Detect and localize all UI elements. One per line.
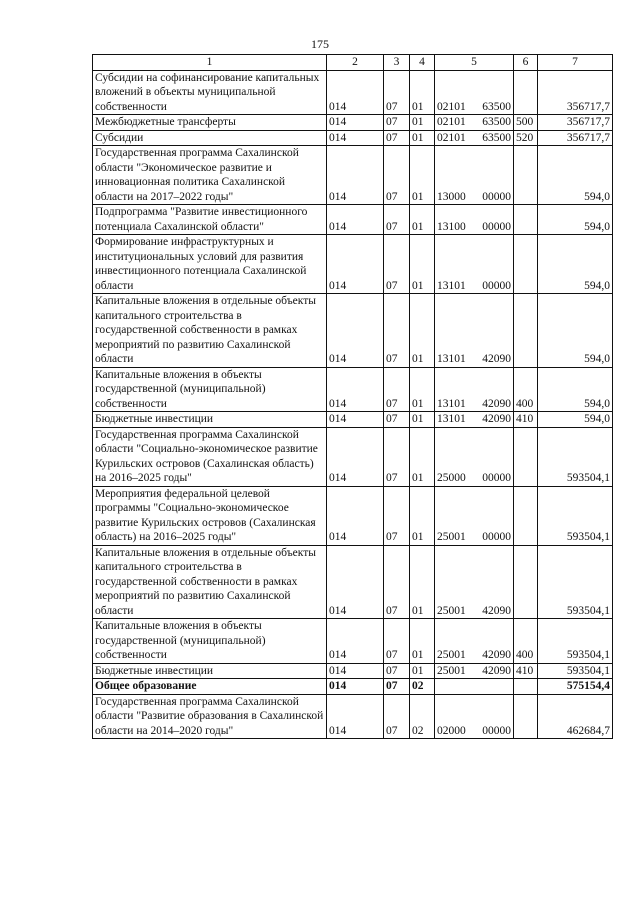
column-header: 6: [514, 55, 538, 71]
cell-expense-type-code: [514, 70, 538, 115]
cell-target-code: [435, 115, 514, 131]
cell-target-code: [435, 679, 514, 695]
target-code-direction: 00000: [482, 531, 511, 543]
table-row: [93, 663, 613, 679]
cell-amount: 356717,7: [538, 115, 613, 131]
row-name: Субсидии: [93, 130, 327, 146]
table-row: [93, 205, 613, 235]
target-code-direction: 42090: [482, 664, 511, 677]
table-row: [93, 619, 613, 664]
target-code-direction: 42090: [482, 397, 511, 410]
cell-ministry-code: 014: [327, 294, 384, 368]
cell-section-code: 07: [384, 663, 410, 679]
cell-target-code: [435, 235, 514, 294]
cell-ministry-code: 014: [327, 486, 384, 545]
cell-ministry-code: 014: [327, 679, 384, 695]
cell-section-code: 07: [384, 545, 410, 619]
column-header: 5: [435, 55, 514, 71]
page-number: 175: [311, 37, 329, 51]
table-row: [93, 427, 613, 486]
cell-amount: 462684,7: [538, 694, 613, 739]
cell-section-code: 07: [384, 235, 410, 294]
target-code-direction: 00000: [482, 724, 511, 737]
cell-section-code: 07: [384, 619, 410, 664]
cell-amount: 594,0: [538, 367, 613, 412]
target-code-program: 02101: [437, 131, 466, 144]
cell-section-code: 07: [384, 294, 410, 368]
cell-subsection-code: 01: [410, 115, 435, 131]
cell-section-code: 07: [384, 367, 410, 412]
target-code-program: 02000: [437, 724, 466, 737]
cell-amount: 594,0: [538, 205, 613, 235]
target-code-program: 13101: [437, 397, 466, 410]
cell-target-code: [435, 619, 514, 664]
cell-ministry-code: 014: [327, 70, 384, 115]
table-row: [93, 694, 613, 739]
cell-ministry-code: 014: [327, 663, 384, 679]
cell-expense-type-code: [514, 486, 538, 545]
table-body: [93, 70, 613, 739]
cell-amount: 593504,1: [538, 427, 613, 486]
row-name: Мероприятия федеральной целевой программы "Социально-экономическое развитие Курильских островов (Сахалинская область) на 2016–2025 годы": [93, 486, 327, 545]
target-code-direction: 42090: [482, 413, 511, 425]
cell-subsection-code: 01: [410, 235, 435, 294]
column-header: 3: [384, 55, 410, 71]
cell-ministry-code: 014: [327, 235, 384, 294]
cell-subsection-code: 01: [410, 294, 435, 368]
row-name: Межбюджетные трансферты: [93, 115, 327, 131]
cell-section-code: 07: [384, 412, 410, 428]
cell-subsection-code: 01: [410, 70, 435, 115]
cell-amount: 594,0: [538, 146, 613, 205]
cell-expense-type-code: [514, 146, 538, 205]
column-header: 4: [410, 55, 435, 71]
cell-expense-type-code: [514, 694, 538, 739]
cell-expense-type-code: [514, 205, 538, 235]
table-row: [93, 146, 613, 205]
cell-section-code: 07: [384, 679, 410, 695]
row-name: Общее образование: [93, 679, 327, 695]
cell-expense-type-code: 410: [514, 663, 538, 679]
table-row: [93, 70, 613, 115]
cell-ministry-code: 014: [327, 130, 384, 146]
cell-subsection-code: 01: [410, 663, 435, 679]
cell-amount: 575154,4: [538, 679, 613, 695]
cell-subsection-code: 02: [410, 694, 435, 739]
table-header-row: [93, 55, 613, 71]
target-code-direction: 63500: [482, 116, 511, 128]
row-name: Государственная программа Сахалинской области "Социально-экономическое развитие Курильских островов (Сахалинская область) на 2016–2025 годы": [93, 427, 327, 486]
table-row: [93, 115, 613, 131]
cell-subsection-code: 01: [410, 130, 435, 146]
cell-target-code: [435, 486, 514, 545]
cell-amount: 594,0: [538, 294, 613, 368]
cell-section-code: 07: [384, 130, 410, 146]
cell-target-code: [435, 412, 514, 428]
cell-expense-type-code: 400: [514, 367, 538, 412]
cell-expense-type-code: 410: [514, 412, 538, 428]
cell-amount: 593504,1: [538, 619, 613, 664]
cell-subsection-code: 01: [410, 545, 435, 619]
target-code-program: 13101: [437, 279, 466, 292]
target-code-program: 02101: [437, 116, 466, 128]
target-code-direction: 63500: [482, 100, 511, 113]
cell-target-code: [435, 367, 514, 412]
cell-section-code: 07: [384, 115, 410, 131]
cell-amount: 356717,7: [538, 130, 613, 146]
target-code-program: 25001: [437, 604, 466, 617]
row-name: Капитальные вложения в отдельные объекты капитального строительства в государственной собственности в рамках мероприятий по развитию Сахалинской области: [93, 294, 327, 368]
target-code-direction: 42090: [482, 353, 511, 365]
cell-expense-type-code: [514, 679, 538, 695]
cell-ministry-code: 014: [327, 412, 384, 428]
table-row: [93, 412, 613, 428]
budget-table: [92, 54, 613, 739]
cell-amount: 356717,7: [538, 70, 613, 115]
cell-section-code: 07: [384, 70, 410, 115]
cell-ministry-code: 014: [327, 146, 384, 205]
cell-target-code: [435, 545, 514, 619]
cell-expense-type-code: 400: [514, 619, 538, 664]
cell-amount: 594,0: [538, 412, 613, 428]
cell-ministry-code: 014: [327, 205, 384, 235]
target-code-program: 13100: [437, 220, 466, 233]
cell-target-code: [435, 130, 514, 146]
target-code-program: 02101: [437, 100, 466, 113]
cell-target-code: [435, 205, 514, 235]
cell-ministry-code: 014: [327, 619, 384, 664]
cell-section-code: 07: [384, 146, 410, 205]
target-code-program: 13101: [437, 413, 466, 425]
column-header: 2: [327, 55, 384, 71]
row-name: Государственная программа Сахалинской области "Экономическое развитие и инновационная политика Сахалинской области на 2017–2022 годы": [93, 146, 327, 205]
cell-subsection-code: 02: [410, 679, 435, 695]
cell-ministry-code: 014: [327, 545, 384, 619]
target-code-direction: 00000: [482, 220, 511, 233]
cell-expense-type-code: 520: [514, 130, 538, 146]
cell-amount: 593504,1: [538, 545, 613, 619]
row-name: Субсидии на софинансирование капитальных вложений в объекты муниципальной собственности: [93, 70, 327, 115]
target-code-program: 25001: [437, 531, 466, 543]
cell-subsection-code: 01: [410, 367, 435, 412]
cell-subsection-code: 01: [410, 205, 435, 235]
cell-target-code: [435, 427, 514, 486]
target-code-program: 13101: [437, 353, 466, 365]
column-header: 7: [538, 55, 613, 71]
cell-section-code: 07: [384, 427, 410, 486]
row-name: Капитальные вложения в объекты государственной (муниципальной) собственности: [93, 619, 327, 664]
cell-subsection-code: 01: [410, 486, 435, 545]
target-code-program: 25000: [437, 472, 466, 484]
table-row: [93, 235, 613, 294]
target-code-direction: 42090: [482, 649, 511, 661]
cell-target-code: [435, 294, 514, 368]
target-code-program: 25001: [437, 664, 466, 677]
table-row: [93, 545, 613, 619]
row-name: Капитальные вложения в отдельные объекты капитального строительства в государственной собственности в рамках мероприятий по развитию Сахалинской области: [93, 545, 327, 619]
table-row: [93, 130, 613, 146]
cell-expense-type-code: [514, 427, 538, 486]
cell-ministry-code: 014: [327, 115, 384, 131]
target-code-direction: 00000: [482, 279, 511, 292]
cell-section-code: 07: [384, 694, 410, 739]
cell-subsection-code: 01: [410, 412, 435, 428]
cell-ministry-code: 014: [327, 694, 384, 739]
cell-expense-type-code: [514, 294, 538, 368]
cell-target-code: [435, 694, 514, 739]
cell-target-code: [435, 70, 514, 115]
row-name: Бюджетные инвестиции: [93, 663, 327, 679]
cell-amount: 594,0: [538, 235, 613, 294]
cell-section-code: 07: [384, 486, 410, 545]
target-code-program: 13000: [437, 190, 466, 203]
target-code-program: 25001: [437, 649, 466, 661]
cell-subsection-code: 01: [410, 146, 435, 205]
row-name: Бюджетные инвестиции: [93, 412, 327, 428]
table-row: [93, 294, 613, 368]
table-row: [93, 367, 613, 412]
cell-expense-type-code: [514, 545, 538, 619]
cell-amount: 593504,1: [538, 486, 613, 545]
row-name: Подпрограмма "Развитие инвестиционного потенциала Сахалинской области": [93, 205, 327, 235]
cell-section-code: 07: [384, 205, 410, 235]
cell-amount: 593504,1: [538, 663, 613, 679]
target-code-direction: 00000: [482, 472, 511, 484]
cell-expense-type-code: [514, 235, 538, 294]
cell-subsection-code: 01: [410, 427, 435, 486]
cell-ministry-code: 014: [327, 367, 384, 412]
table-row: [93, 679, 613, 695]
column-header: 1: [93, 55, 327, 71]
target-code-direction: 42090: [482, 604, 511, 617]
cell-subsection-code: 01: [410, 619, 435, 664]
target-code-direction: 00000: [482, 190, 511, 203]
row-name: Формирование инфраструктурных и институциональных условий для развития инвестиционного потенциала Сахалинской области: [93, 235, 327, 294]
row-name: Государственная программа Сахалинской области "Развитие образования в Сахалинской области на 2014–2020 годы": [93, 694, 327, 739]
cell-expense-type-code: 500: [514, 115, 538, 131]
cell-target-code: [435, 663, 514, 679]
target-code-direction: 63500: [482, 131, 511, 144]
table-row: [93, 486, 613, 545]
cell-target-code: [435, 146, 514, 205]
cell-ministry-code: 014: [327, 427, 384, 486]
row-name: Капитальные вложения в объекты государственной (муниципальной) собственности: [93, 367, 327, 412]
